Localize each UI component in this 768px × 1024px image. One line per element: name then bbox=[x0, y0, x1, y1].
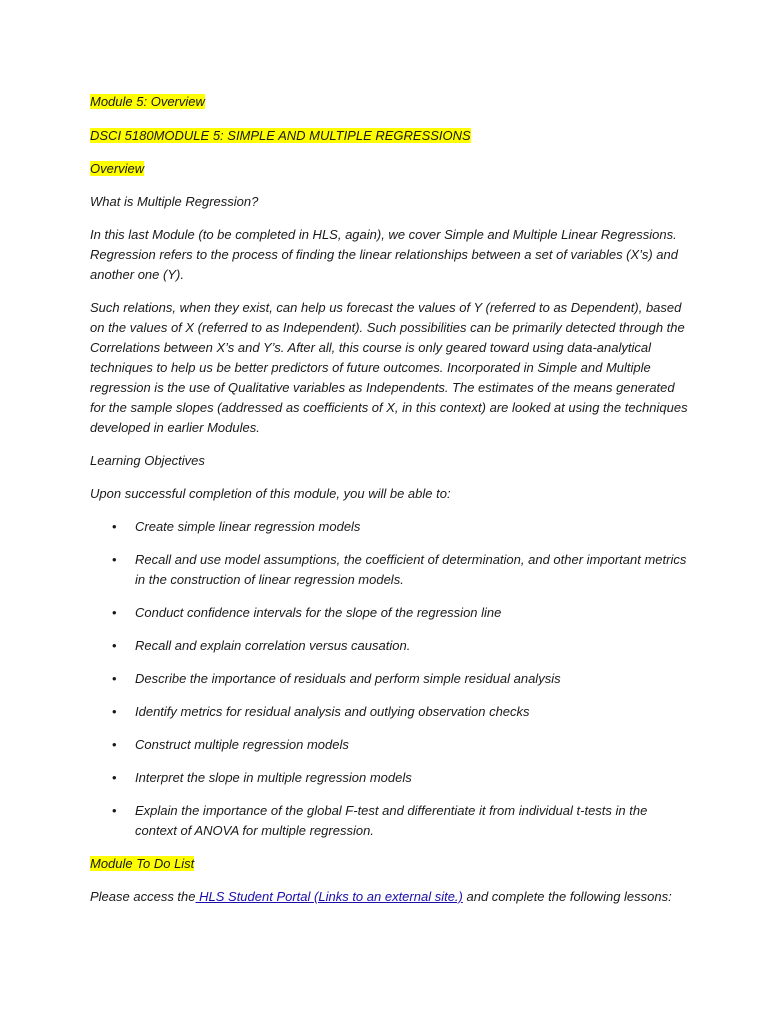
learning-objectives-heading: Learning Objectives bbox=[90, 453, 205, 468]
objective-text: Create simple linear regression models bbox=[135, 519, 361, 534]
question-text: What is Multiple Regression? bbox=[90, 194, 259, 209]
objectives-intro: Upon successful completion of this module, you will be able to: bbox=[90, 486, 451, 501]
todo-heading-paragraph bbox=[90, 854, 690, 874]
list-item bbox=[90, 702, 690, 722]
objective-text: Interpret the slope in multiple regression models bbox=[135, 770, 412, 785]
overview-heading-paragraph bbox=[90, 159, 690, 179]
bullet-icon: • bbox=[112, 671, 117, 686]
intro-paragraph: In this last Module (to be completed in HLS, again), we cover Simple and Multiple Linear Regressions. Regression refers to the process of finding the linear relationships between a set of variables (X’s) and another one (Y). bbox=[90, 227, 678, 282]
module-heading: Module 5: Overview bbox=[90, 94, 205, 109]
objective-text: Conduct confidence intervals for the slope of the regression line bbox=[135, 605, 502, 620]
bullet-icon: • bbox=[112, 770, 117, 785]
overview-heading: Overview bbox=[90, 161, 145, 176]
bullet-icon: • bbox=[112, 704, 117, 719]
course-heading-paragraph bbox=[90, 126, 690, 146]
bullet-icon: • bbox=[112, 552, 117, 567]
access-instructions bbox=[90, 887, 690, 907]
bullet-icon: • bbox=[112, 638, 117, 653]
hls-student-portal-link[interactable]: HLS Student Portal (Links to an external site.) bbox=[195, 889, 463, 904]
objectives-list bbox=[90, 517, 690, 841]
list-item bbox=[90, 636, 690, 656]
access-suffix: and complete the following lessons: bbox=[462, 889, 672, 904]
bullet-icon: • bbox=[112, 737, 117, 752]
list-item bbox=[90, 768, 690, 788]
bullet-icon: • bbox=[112, 803, 117, 818]
detail-paragraph: Such relations, when they exist, can help us forecast the values of Y (referred to as Dependent), based on the values of X (referred to as Independent). Such possibilities can be primarily detected through the Correlations between X’s and Y’s. After all, this course is only geared toward using data-analytical techniques to help us be better predictors of future outcomes. Incorporated in Simple and Multiple regression is the use of Qualitative variables as Independents. The estimates of the means generated for the sample slopes (addressed as coefficients of X, in this context) are looked at using the techniques developed in earlier Modules. bbox=[90, 300, 688, 435]
objective-text: Describe the importance of residuals and perform simple residual analysis bbox=[135, 671, 561, 686]
objective-text: Construct multiple regression models bbox=[135, 737, 349, 752]
objective-text: Recall and use model assumptions, the coefficient of determination, and other important metrics in the construction of linear regression models. bbox=[135, 552, 687, 587]
module-heading-paragraph bbox=[90, 92, 690, 112]
objective-text: Recall and explain correlation versus causation. bbox=[135, 638, 411, 653]
objective-text: Identify metrics for residual analysis and outlying observation checks bbox=[135, 704, 530, 719]
objective-text: Explain the importance of the global F-test and differentiate it from individual t-tests in the context of ANOVA for multiple regression. bbox=[135, 803, 648, 838]
list-item bbox=[90, 603, 690, 623]
list-item bbox=[90, 735, 690, 755]
bullet-icon: • bbox=[112, 519, 117, 534]
list-item bbox=[90, 801, 690, 841]
document-content bbox=[90, 92, 690, 920]
list-item bbox=[90, 669, 690, 689]
course-heading: DSCI 5180MODULE 5: SIMPLE AND MULTIPLE REGRESSIONS bbox=[90, 128, 471, 143]
list-item bbox=[90, 550, 690, 590]
access-prefix: Please access the bbox=[90, 889, 196, 904]
bullet-icon: • bbox=[112, 605, 117, 620]
todo-heading: Module To Do List bbox=[90, 856, 195, 871]
list-item bbox=[90, 517, 690, 537]
